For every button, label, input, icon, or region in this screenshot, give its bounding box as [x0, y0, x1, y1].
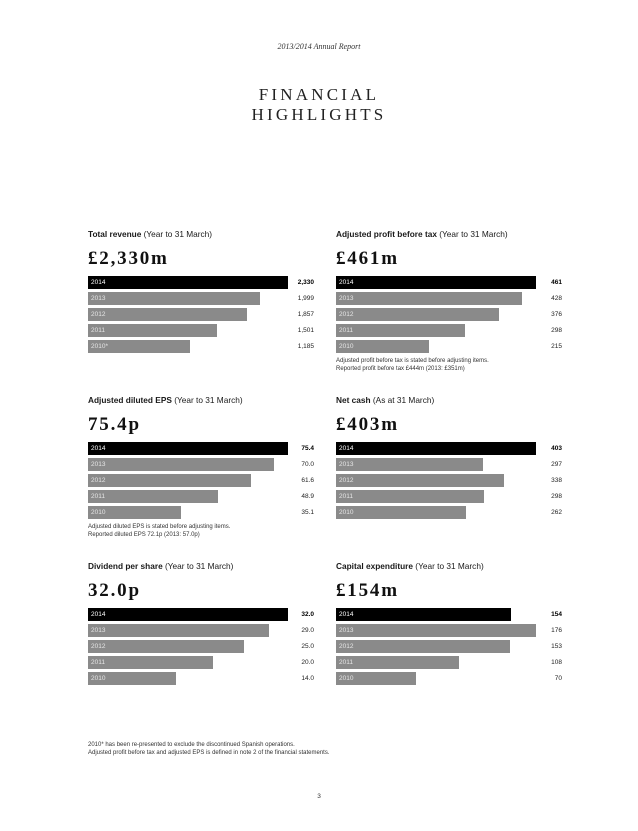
bar-value-label: 176: [551, 627, 562, 634]
bar-year-label: 2013: [339, 461, 354, 468]
bar-prior-year: [336, 624, 536, 637]
bar-current-year: [88, 608, 288, 621]
bar-year-label: 2011: [339, 327, 353, 334]
bar-prior-year: [88, 656, 213, 669]
bar-value-label: 70: [554, 675, 562, 682]
bar-year-label: 2010: [91, 675, 106, 682]
bar-prior-year: [336, 640, 510, 653]
bar-value-label: 338: [551, 477, 562, 484]
bar-row: [88, 292, 314, 305]
bar-prior-year: [336, 458, 483, 471]
bar-year-label: 2013: [339, 627, 354, 634]
panel-note-line: Adjusted diluted EPS is stated before adjusting items.: [88, 524, 231, 530]
bar-prior-year: [336, 474, 504, 487]
bar-value-label: 70.0: [301, 461, 314, 468]
bar-value-label: 1,857: [297, 311, 314, 318]
panel-title-metric: Capital expenditure: [336, 561, 413, 571]
bar-value-label: 215: [551, 343, 562, 350]
panel-title-metric: Adjusted profit before tax: [336, 229, 437, 239]
bar-value-label: 29.0: [301, 627, 314, 634]
bar-row: [88, 276, 314, 289]
bar-year-label: 2010*: [91, 343, 108, 350]
bar-year-label: 2012: [91, 477, 106, 484]
bar-prior-year: [336, 506, 466, 519]
bar-row: [336, 292, 562, 305]
bar-value-label: 154: [551, 611, 562, 618]
panel-title-period: (Year to 31 March): [141, 229, 213, 239]
bar-value-label: 428: [551, 295, 562, 302]
bar-prior-year: [336, 324, 465, 337]
bar-current-year: [336, 442, 536, 455]
bar-row: [336, 672, 562, 685]
bar-year-label: 2011: [91, 493, 105, 500]
bar-prior-year: [88, 624, 269, 637]
bar-value-label: 35.1: [301, 509, 314, 516]
bar-value-label: 376: [551, 311, 562, 318]
bar-row: [88, 442, 314, 455]
bar-value-label: 403: [551, 445, 562, 452]
panel-title-period: (Year to 31 March): [436, 229, 508, 239]
bar-value-label: 2,330: [297, 279, 314, 286]
bar-row: [88, 608, 314, 621]
bar-prior-year: [336, 292, 522, 305]
panel-title: [88, 395, 314, 405]
bar-value-label: 20.0: [301, 659, 314, 666]
bar-prior-year: [88, 490, 218, 503]
bar-row: [88, 640, 314, 653]
bar-year-label: 2013: [339, 295, 354, 302]
bar-value-label: 297: [551, 461, 562, 468]
panel-title: [336, 561, 562, 571]
bar-year-label: 2014: [91, 445, 106, 452]
headline-value: £403m: [336, 414, 399, 435]
bar-prior-year: [336, 490, 484, 503]
bar-current-year: [336, 608, 511, 621]
bar-row: [336, 458, 562, 471]
bar-row: [88, 474, 314, 487]
bar-year-label: 2011: [91, 327, 105, 334]
bar-chart: [88, 276, 314, 353]
bar-row: [336, 506, 562, 519]
bar-row: [336, 308, 562, 321]
headline-value: 75.4p: [88, 414, 141, 435]
page-title: [0, 85, 638, 125]
page-number: 3: [317, 793, 321, 800]
bar-prior-year: [88, 458, 274, 471]
panel-note-line: Reported diluted EPS 72.1p (2013: 57.0p): [88, 532, 200, 538]
bar-year-label: 2010: [339, 675, 354, 682]
bar-row: [88, 490, 314, 503]
page-title-line-2: HIGHLIGHTS: [251, 105, 387, 124]
panel-title-metric: Adjusted diluted EPS: [88, 395, 172, 405]
panel-note: [88, 523, 314, 539]
bar-value-label: 32.0: [301, 611, 314, 618]
bar-year-label: 2013: [91, 295, 106, 302]
bar-chart: [336, 276, 562, 353]
bar-row: [88, 458, 314, 471]
bar-row: [336, 608, 562, 621]
panel-title-period: (As at 31 March): [370, 395, 435, 405]
bar-row: [88, 624, 314, 637]
panel-title-period: (Year to 31 March): [413, 561, 484, 571]
bar-current-year: [336, 276, 536, 289]
footnotes: [88, 741, 330, 757]
panel-adjusted-profit: [336, 229, 562, 373]
panel-title-period: (Year to 31 March): [162, 561, 234, 571]
bar-row: [336, 640, 562, 653]
bar-prior-year: [88, 640, 244, 653]
bar-prior-year: [336, 656, 459, 669]
bar-year-label: 2014: [339, 279, 354, 286]
panel-title: [336, 229, 562, 239]
bar-row: [336, 324, 562, 337]
headline-value: £2,330m: [88, 248, 169, 269]
bar-year-label: 2012: [91, 311, 106, 318]
panel-title: [88, 229, 314, 239]
bar-prior-year: [336, 308, 499, 321]
bar-year-label: 2013: [91, 461, 106, 468]
panel-total-revenue: [88, 229, 314, 356]
bar-current-year: [88, 442, 288, 455]
panel-title: [336, 395, 562, 405]
bar-year-label: 2012: [339, 477, 354, 484]
bar-value-label: 298: [551, 493, 562, 500]
footnote-2: Adjusted profit before tax and adjusted EPS is defined in note 2 of the financial statements.: [88, 750, 330, 756]
bar-row: [336, 624, 562, 637]
panel-title-metric: Dividend per share: [88, 561, 163, 571]
bar-value-label: 25.0: [301, 643, 314, 650]
bar-chart: [88, 608, 314, 685]
bar-row: [336, 490, 562, 503]
bar-year-label: 2014: [339, 611, 354, 618]
panel-title-period: (Year to 31 March): [171, 395, 243, 405]
bar-year-label: 2014: [91, 611, 106, 618]
bar-row: [88, 340, 314, 353]
bar-value-label: 48.9: [301, 493, 314, 500]
bar-chart: [336, 442, 562, 519]
bar-year-label: 2013: [91, 627, 106, 634]
bar-year-label: 2010: [339, 509, 354, 516]
panel-note-line: Adjusted profit before tax is stated before adjusting items.: [336, 358, 489, 364]
bar-value-label: 108: [551, 659, 562, 666]
bar-prior-year: [88, 292, 260, 305]
bar-year-label: 2012: [91, 643, 106, 650]
bar-row: [88, 672, 314, 685]
panel-capex: [336, 561, 562, 688]
bar-value-label: 75.4: [301, 445, 314, 452]
bar-value-label: 61.6: [301, 477, 314, 484]
bar-prior-year: [88, 324, 217, 337]
headline-value: £154m: [336, 580, 399, 601]
bar-year-label: 2012: [339, 643, 354, 650]
bar-prior-year: [88, 474, 251, 487]
bar-row: [88, 308, 314, 321]
footnote-1: 2010* has been re-presented to exclude the discontinued Spanish operations.: [88, 742, 295, 748]
bar-row: [88, 506, 314, 519]
panel-note: [336, 357, 562, 373]
panel-net-cash: [336, 395, 562, 522]
bar-year-label: 2010: [339, 343, 354, 350]
headline-value: £461m: [336, 248, 399, 269]
bar-current-year: [88, 276, 288, 289]
bar-value-label: 1,185: [297, 343, 314, 350]
bar-year-label: 2014: [339, 445, 354, 452]
headline-value: 32.0p: [88, 580, 141, 601]
bar-row: [336, 656, 562, 669]
bar-year-label: 2014: [91, 279, 106, 286]
bar-value-label: 298: [551, 327, 562, 334]
bar-row: [336, 276, 562, 289]
bar-year-label: 2012: [339, 311, 354, 318]
bar-row: [88, 324, 314, 337]
bar-value-label: 14.0: [301, 675, 314, 682]
bar-value-label: 1,999: [297, 295, 314, 302]
bar-value-label: 1,501: [297, 327, 314, 334]
bar-row: [336, 442, 562, 455]
panel-dividend: [88, 561, 314, 688]
bar-year-label: 2010: [91, 509, 106, 516]
bar-year-label: 2011: [339, 659, 353, 666]
panel-adjusted-eps: [88, 395, 314, 539]
bar-row: [336, 340, 562, 353]
page-title-line-1: FINANCIAL: [258, 85, 380, 104]
bar-value-label: 153: [551, 643, 562, 650]
report-header: 2013/2014 Annual Report: [277, 42, 361, 51]
bar-row: [88, 656, 314, 669]
bar-value-label: 461: [551, 279, 562, 286]
bar-row: [336, 474, 562, 487]
bar-value-label: 262: [551, 509, 562, 516]
panel-note-line: Reported profit before tax £444m (2013: £351m): [336, 366, 465, 372]
bar-year-label: 2011: [91, 659, 105, 666]
bar-chart: [336, 608, 562, 685]
bar-chart: [88, 442, 314, 519]
bar-prior-year: [88, 308, 247, 321]
panel-title: [88, 561, 314, 571]
panel-title-metric: Net cash: [336, 395, 371, 405]
panel-title-metric: Total revenue: [88, 229, 142, 239]
bar-year-label: 2011: [339, 493, 353, 500]
